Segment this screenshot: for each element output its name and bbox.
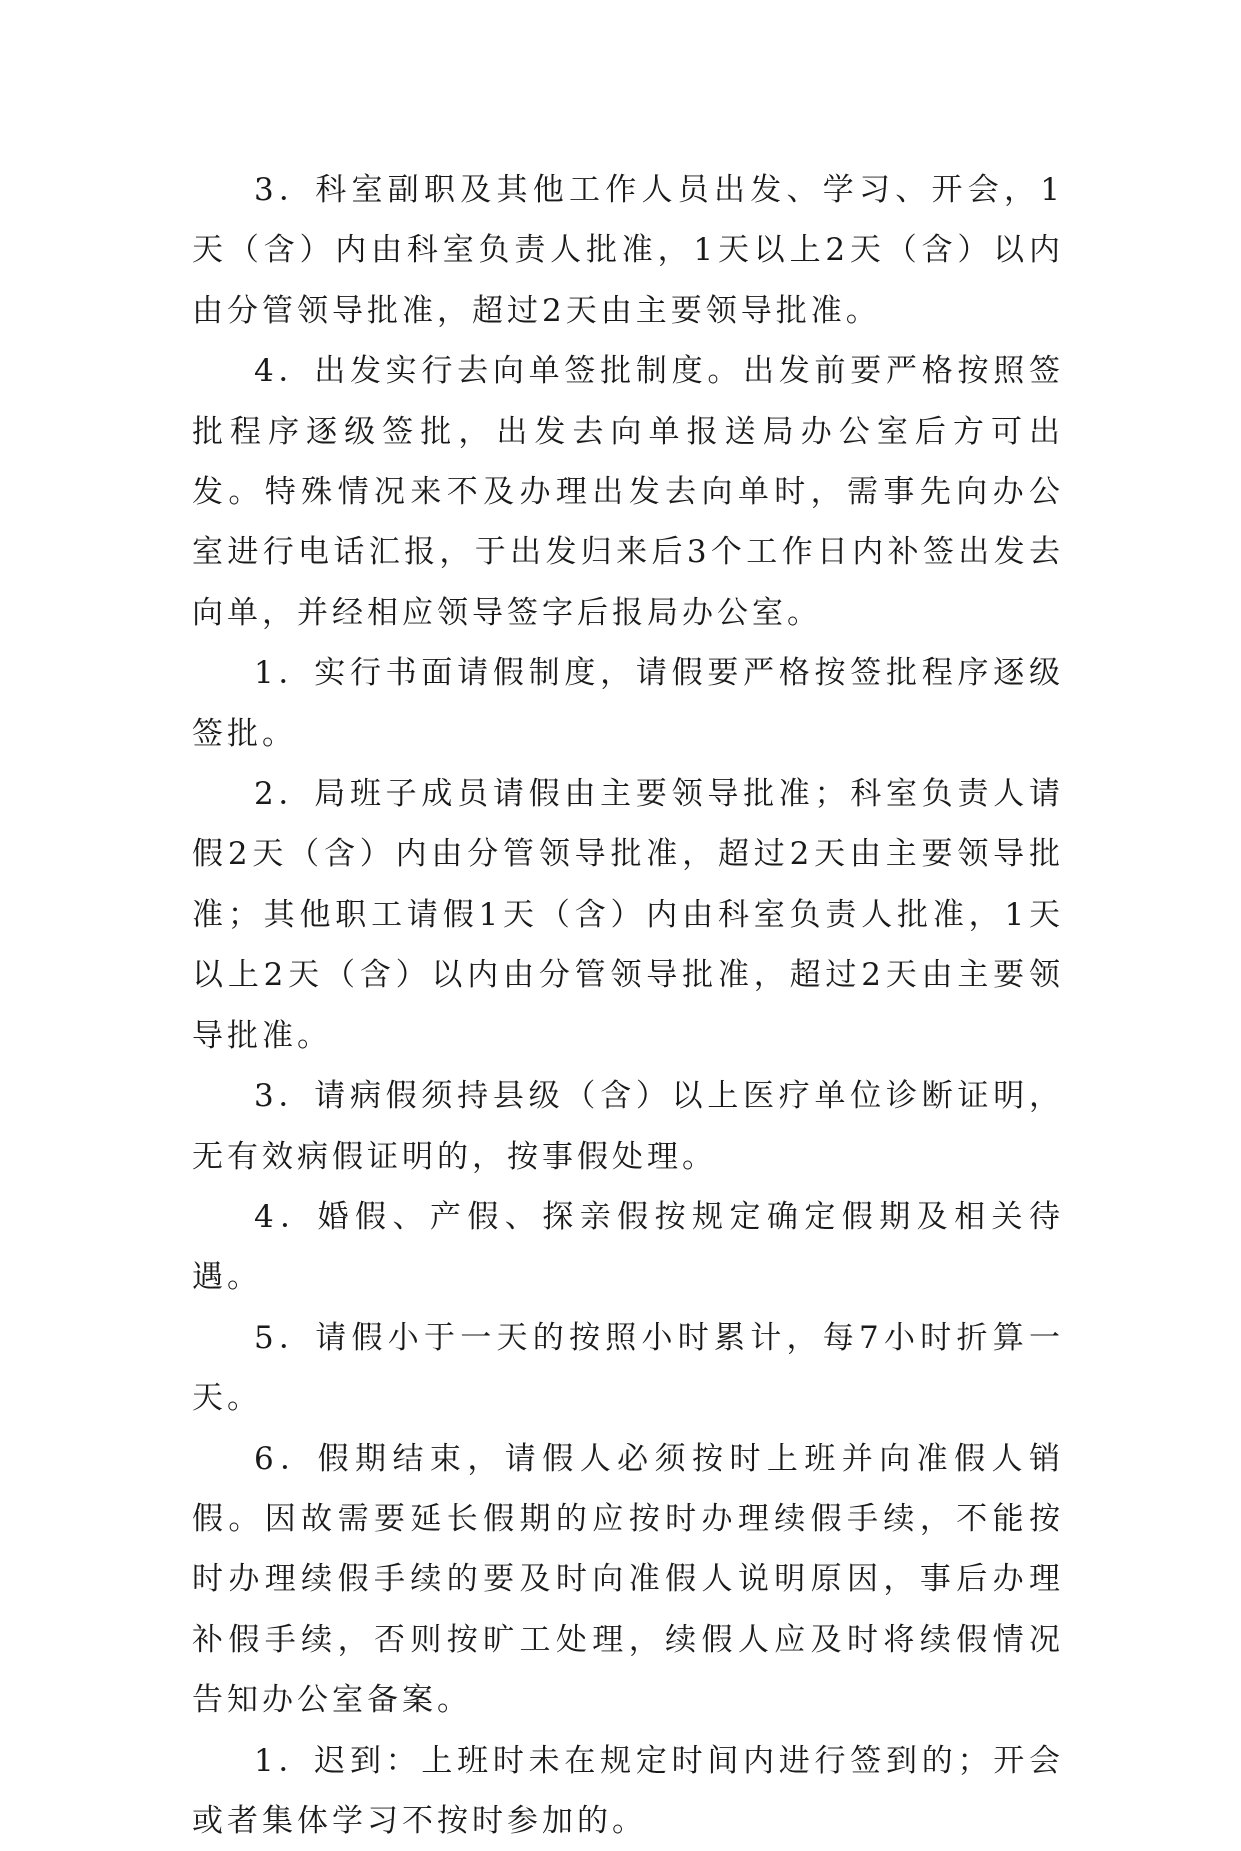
paragraph: 2．局班子成员请假由主要领导批准；科室负责人请假2天（含）内由分管领导批准，超过2天由主要领导批准；其他职工请假1天（含）内由科室负责人批准，1天以上2天（含）以内由分管领导批准，超过2天由主要领导批准。 bbox=[192, 776, 1064, 1054]
paragraph: 6．假期结束，请假人必须按时上班并向准假人销假。因故需要延长假期的应按时办理续假手续，不能按时办理续假手续的要及时向准假人说明原因，事后办理补假手续，否则按旷工处理，续假人应及时将续假情况告知办公室备案。 bbox=[192, 1440, 1064, 1719]
document-body bbox=[192, 160, 1064, 1851]
paragraph: 4．婚假、产假、探亲假按规定确定假期及相关待遇。 bbox=[192, 1198, 1064, 1296]
paragraph: 1．迟到：上班时未在规定时间内进行签到的；开会或者集体学习不按时参加的。 bbox=[192, 1742, 1064, 1839]
paragraph: 3．科室副职及其他工作人员出发、学习、开会，1天（含）内由科室负责人批准，1天以上2天（含）以内由分管领导批准，超过2天由主要领导批准。 bbox=[192, 172, 1064, 329]
paragraph: 3．请病假须持县级（含）以上医疗单位诊断证明，无有效病假证明的，按事假处理。 bbox=[192, 1078, 1064, 1175]
paragraph: 4．出发实行去向单签批制度。出发前要严格按照签批程序逐级签批，出发去向单报送局办公室后方可出发。特殊情况来不及办理出发去向单时，需事先向办公室进行电话汇报，于出发归来后3个工作日内补签出发去向单，并经相应领导签字后报局办公室。 bbox=[192, 353, 1064, 631]
paragraph: 1．实行书面请假制度，请假要严格按签批程序逐级签批。 bbox=[192, 655, 1064, 752]
paragraph: 5．请假小于一天的按照小时累计，每7小时折算一天。 bbox=[192, 1319, 1064, 1417]
